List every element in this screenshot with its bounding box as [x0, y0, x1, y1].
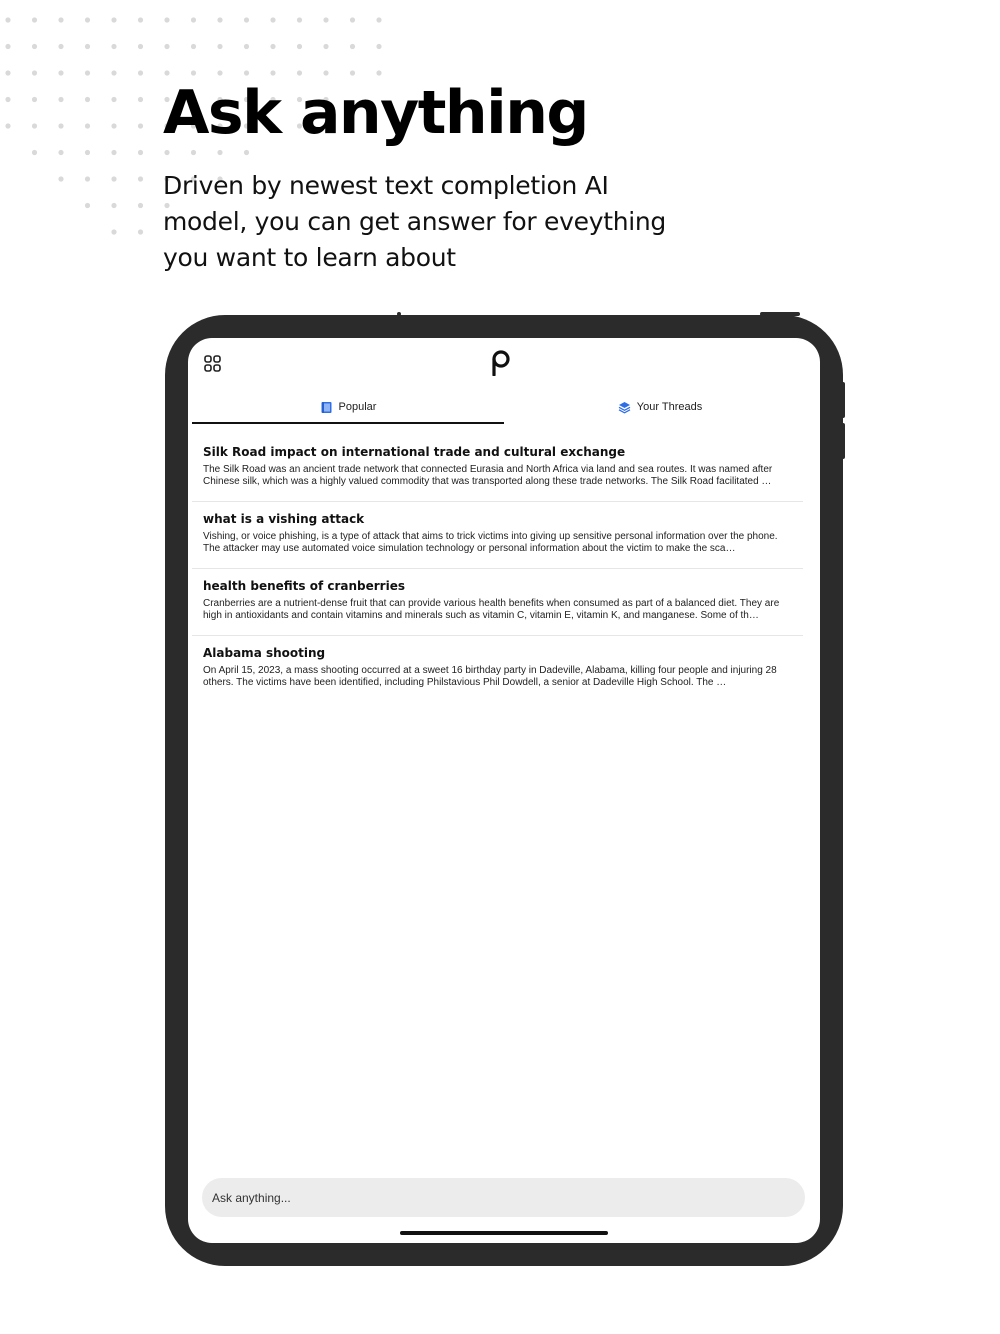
item-preview: The Silk Road was an ancient trade network that connected Eurasia and North Africa via land and sea routes. It was named after Chinese silk, which was a highly valued commodity that was transported along these trade networks. The Silk Road facilitated … — [203, 464, 773, 487]
home-indicator — [400, 1231, 608, 1235]
list-item[interactable] — [192, 636, 803, 703]
item-title: Alabama shooting — [203, 646, 326, 660]
thread-list — [192, 435, 803, 703]
list-item[interactable] — [192, 435, 803, 502]
list-item[interactable] — [192, 502, 803, 569]
device-top-button — [760, 312, 800, 316]
tab-your-threads[interactable] — [504, 390, 816, 424]
layers-icon — [618, 401, 631, 414]
hero-title: Ask anything — [163, 78, 588, 148]
app-screen — [188, 338, 820, 1243]
item-title: health benefits of cranberries — [203, 579, 405, 593]
device-camera-notch — [397, 312, 401, 316]
item-title: what is a vishing attack — [203, 512, 365, 526]
tab-popular-label: Popular — [338, 401, 377, 413]
item-preview: Vishing, or voice phishing, is a type of attack that aims to trick victims into giving up sensitive personal information over the phone. The attacker may use automated voice simulation technology or personal information about the victim to make the sca… — [203, 531, 778, 554]
ask-input[interactable] — [202, 1178, 805, 1217]
device-volume-down-button — [841, 423, 845, 459]
item-preview: On April 15, 2023, a mass shooting occurred at a sweet 16 birthday party in Dadeville, Alabama, killing four people and injuring 28 others. The victims have been identified, including Philstavious Phil Dowdell, a senior at Dadeville High School. The … — [203, 665, 777, 688]
item-title: Silk Road impact on international trade and cultural exchange — [203, 445, 626, 459]
tab-your-threads-label: Your Threads — [636, 401, 703, 413]
list-item[interactable] — [192, 569, 803, 636]
p-logo-icon — [490, 350, 512, 376]
book-icon — [320, 401, 333, 414]
active-tab-indicator — [192, 422, 504, 424]
tab-bar — [192, 390, 816, 424]
device-volume-up-button — [841, 382, 845, 418]
grid-icon[interactable] — [204, 355, 221, 372]
tab-popular[interactable] — [192, 390, 504, 424]
item-preview: Cranberries are a nutrient-dense fruit that can provide various health benefits when consumed as part of a balanced diet. They are high in antioxidants and contain vitamins and minerals such as vitamin C, vitamin E, vitamin K, and manganese. Some of th… — [203, 598, 780, 621]
hero-subtitle: Driven by newest text completion AI model, you can get answer for eveything you want to learn about — [163, 171, 666, 272]
